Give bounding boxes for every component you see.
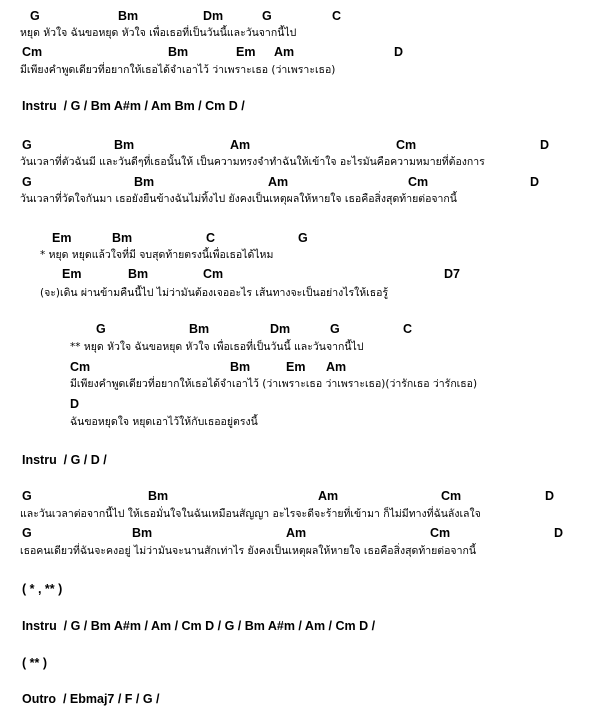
chord-symbol: Cm <box>408 175 429 189</box>
chord-symbol: Bm <box>134 175 155 189</box>
chord-symbol: Bm <box>132 526 153 540</box>
chord-symbol: Cm <box>203 267 224 281</box>
chord-symbol: Dm <box>270 322 291 336</box>
lyric-line: วันเวลาที่ตัวฉันมี และวันดีๆที่เธอนั้นให้ เป็นความทรงจำทำฉันให้เข้าใจ อะไรมันคือความหมายที่ต้องการ <box>20 156 485 168</box>
chord-symbol: C <box>206 231 216 245</box>
chord-symbol: Bm <box>230 360 251 374</box>
lyric-line: และวันเวลาต่อจากนี้ไป ให้เธอมั่นใจในฉันเหมือนสัญญา อะไรจะดีจะร้ายที่เข้ามา ก็ไม่มีทางที่ฉันลังเลใจ <box>20 508 481 520</box>
section-heading: Instru / G / Bm A#m / Am Bm / Cm D / <box>22 99 245 113</box>
lyric-line: เธอคนเดียวที่ฉันจะคงอยู่ ไม่ว่ามันจะนานสักเท่าไร ยังคงเป็นเหตุผลให้หายใจ เธอคือสิ่งสุดท้ายต่อจากนี้ <box>20 545 477 557</box>
chord-symbol: Cm <box>441 489 462 503</box>
chord-symbol: D <box>540 138 550 152</box>
chord-symbol: Em <box>236 45 256 59</box>
lyric-line: มีเพียงคำพูดเดียวที่อยากให้เธอได้จำเอาไว้ ว่าเพราะเธอ (ว่าเพราะเธอ) <box>20 64 336 76</box>
chord-symbol: G <box>22 526 32 540</box>
chord-symbol: Cm <box>70 360 91 374</box>
chord-symbol: D <box>554 526 564 540</box>
chord-symbol: Em <box>52 231 72 245</box>
chord-symbol: G <box>262 9 272 23</box>
section-heading: Instru / G / Bm A#m / Am / Cm D / G / Bm A#m / Am / Cm D / <box>22 619 376 633</box>
section-heading: Instru / G / D / <box>22 453 107 467</box>
chord-symbol: Bm <box>118 9 139 23</box>
chord-symbol: D <box>70 397 80 411</box>
chord-symbol: G <box>22 489 32 503</box>
section-heading: ( ** ) <box>22 656 47 670</box>
lyric-line: * หยุด หยุดแล้วใจที่มี จบสุดท้ายตรงนี้เพื่อเธอได้ไหม <box>40 249 274 261</box>
chord-symbol: G <box>30 9 40 23</box>
chord-symbol: Am <box>230 138 251 152</box>
chord-symbol: Bm <box>189 322 210 336</box>
chord-symbol: Em <box>62 267 82 281</box>
chord-symbol: Dm <box>203 9 224 23</box>
lyric-line: วันเวลาที่วัดใจกันมา เธอยังยืนข้างฉันไม่ทิ้งไป ยังคงเป็นเหตุผลให้หายใจ เธอคือสิ่งสุดท้ายต่อจากนี้ <box>20 193 457 205</box>
chord-symbol: G <box>298 231 308 245</box>
lyric-line: ** หยุด หัวใจ ฉันขอหยุด หัวใจ เพื่อเธอที่เป็นวันนี้ และวันจากนี้ไป <box>70 341 364 353</box>
chord-symbol: Cm <box>430 526 451 540</box>
chord-symbol: C <box>403 322 413 336</box>
chord-symbol: Bm <box>168 45 189 59</box>
chord-symbol: Bm <box>114 138 135 152</box>
chord-symbol: Am <box>318 489 339 503</box>
chord-symbol: D <box>545 489 555 503</box>
chord-symbol: Bm <box>128 267 149 281</box>
chord-symbol: Am <box>274 45 295 59</box>
lyric-line: หยุด หัวใจ ฉันขอหยุด หัวใจ เพื่อเธอที่เป็นวันนี้และวันจากนี้ไป <box>20 27 297 39</box>
chord-symbol: Am <box>286 526 307 540</box>
chord-symbol: G <box>22 138 32 152</box>
lyric-line: มีเพียงคำพูดเดียวที่อยากให้เธอได้จำเอาไว้ (ว่าเพราะเธอ ว่าเพราะเธอ)(ว่ารักเธอ ว่ารักเธอ) <box>70 378 478 390</box>
chord-symbol: Em <box>286 360 306 374</box>
chord-symbol: Bm <box>148 489 169 503</box>
lyric-line: ฉันขอหยุดใจ หยุดเอาไว้ให้กับเธออยู่ตรงนี้ <box>70 416 258 428</box>
chord-symbol: Cm <box>22 45 43 59</box>
chord-symbol: D7 <box>444 267 460 281</box>
chord-symbol: Am <box>326 360 347 374</box>
section-heading: Outro / Ebmaj7 / F / G / <box>22 692 160 706</box>
chord-symbol: Bm <box>112 231 133 245</box>
section-heading: ( * , ** ) <box>22 582 63 596</box>
chord-symbol: C <box>332 9 342 23</box>
chord-symbol: G <box>22 175 32 189</box>
lyric-line: (จะ)เดิน ผ่านข้ามคืนนี้ไป ไม่ว่ามันต้องเจออะไร เส้นทางจะเป็นอย่างไรให้เธอรู้ <box>40 287 389 299</box>
chord-symbol: D <box>394 45 404 59</box>
chord-symbol: D <box>530 175 540 189</box>
chord-symbol: Cm <box>396 138 417 152</box>
chord-symbol: Am <box>268 175 289 189</box>
chord-symbol: G <box>96 322 106 336</box>
chord-symbol: G <box>330 322 340 336</box>
